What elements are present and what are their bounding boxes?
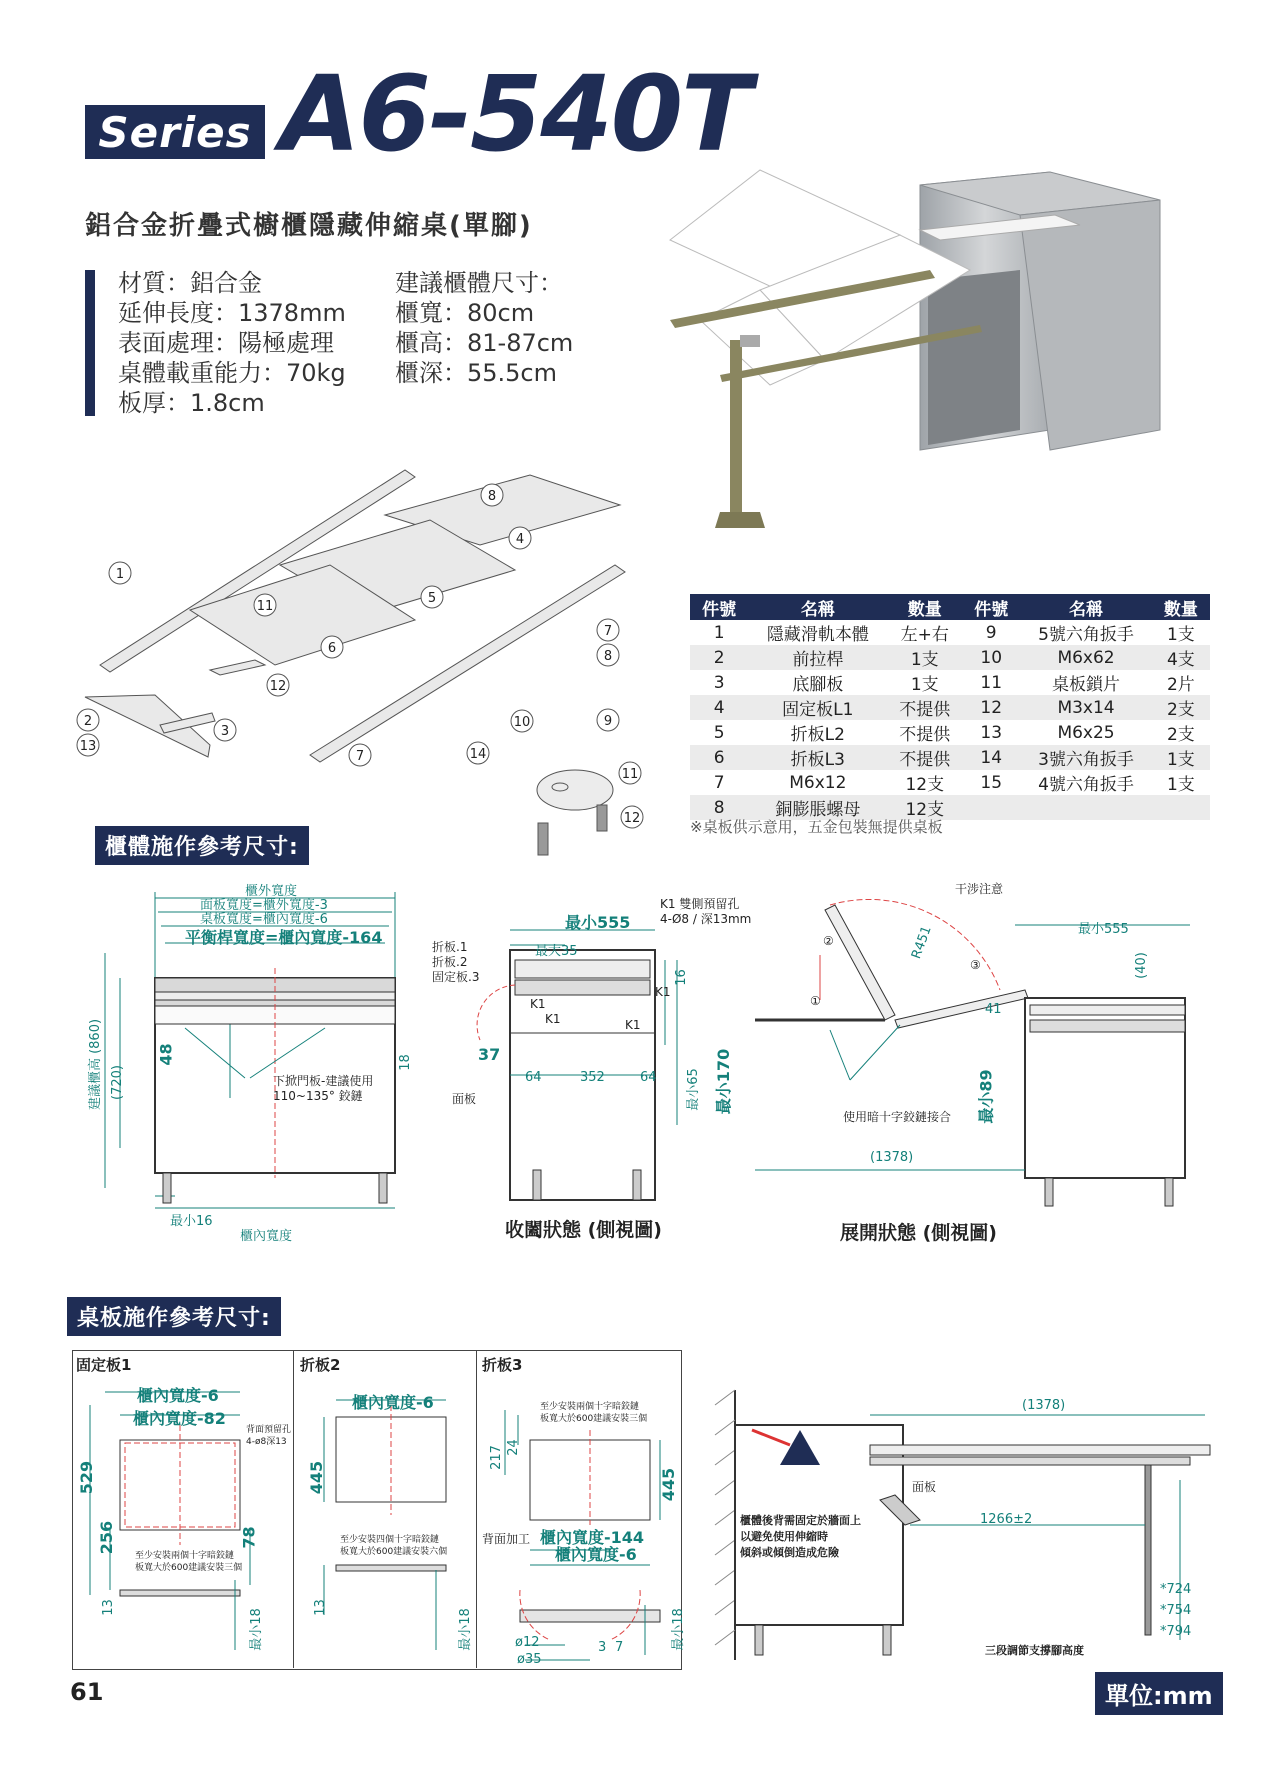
svg-text:4: 4 bbox=[515, 532, 525, 547]
dim-min555-open: 最小555 bbox=[1078, 922, 1129, 937]
dim-panel-width: 面板寬度=櫃外寬度-3 bbox=[200, 898, 328, 913]
dim-inner-height: (720) bbox=[109, 1065, 125, 1100]
spec-extension: 延伸長度：1378mm bbox=[118, 299, 346, 327]
dim-min555-closed: 最小555 bbox=[565, 913, 631, 932]
svg-text:7: 7 bbox=[355, 749, 365, 764]
spec-cabinet-title: 建議櫃體尺寸： bbox=[395, 269, 563, 297]
dim-min170: 最小170 bbox=[714, 1048, 734, 1115]
panel3-hinge-note-2: 板寬大於600建議安裝三個 bbox=[540, 1414, 648, 1424]
panel3-d3: 3 bbox=[598, 1640, 607, 1655]
spec-list-right bbox=[395, 268, 573, 388]
panel2-min18: 最小18 bbox=[457, 1608, 473, 1651]
dim-37: 37 bbox=[478, 1045, 501, 1064]
install-warning-2: 以避免使用伸縮時 bbox=[740, 1530, 828, 1543]
hinge-note-open: 使用暗十字鉸鏈接合 bbox=[843, 1110, 952, 1124]
k1-label-c: K1 bbox=[625, 1018, 641, 1032]
svg-text:10: 10 bbox=[513, 715, 531, 730]
open-side-drawing bbox=[750, 880, 1200, 1225]
dim-inner-width: 櫃內寬度 bbox=[240, 1229, 293, 1244]
table-row: 5 折板L2 不提供 13 M6x25 2支 bbox=[713, 722, 1195, 745]
panel2-hinge-note-1: 至少安裝四個十字暗鉸鏈 bbox=[340, 1535, 440, 1545]
callout-7b bbox=[349, 744, 371, 766]
unit-badge: 單位:mm bbox=[1095, 1672, 1223, 1715]
spec-material: 材質：鋁合金 bbox=[118, 269, 262, 297]
table-row: 3 底腳板 1支 11 桌板鎖片 2片 bbox=[713, 672, 1195, 695]
dim-352: 352 bbox=[580, 1070, 605, 1085]
spec-list-left bbox=[118, 268, 346, 418]
panel3-d35: ø35 bbox=[517, 1652, 542, 1667]
svg-text:11: 11 bbox=[621, 767, 639, 782]
dim-64-b: 64 bbox=[640, 1070, 657, 1085]
callout-13 bbox=[77, 734, 99, 756]
install-h724: *724 bbox=[1160, 1582, 1192, 1597]
table-row: 6 折板L3 不提供 14 3號六角扳手 1支 bbox=[690, 745, 1210, 770]
callout-14 bbox=[467, 742, 489, 764]
dim-40: (40) bbox=[1133, 952, 1149, 979]
panel3-h24: 24 bbox=[505, 1439, 521, 1456]
callout-4 bbox=[509, 527, 531, 549]
svg-text:1: 1 bbox=[115, 567, 125, 582]
install-panel-label: 面板 bbox=[912, 1480, 937, 1494]
dim-bar-width: 平衡桿寬度=櫃內寬度-164 bbox=[185, 928, 383, 947]
label-fold-1: 折板.1 bbox=[432, 940, 468, 954]
panel2-drawing bbox=[296, 1375, 476, 1665]
label-interference: 干涉注意 bbox=[955, 882, 1004, 896]
table-row: 7 M6x12 12支 15 4號六角扳手 1支 bbox=[713, 772, 1195, 795]
svg-text:8: 8 bbox=[487, 489, 497, 504]
product-subtitle: 鋁合金折疊式櫥櫃隱藏伸縮桌(單腳) bbox=[85, 211, 533, 241]
table-row: 1 隱藏滑軌本體 左+右 9 5號六角扳手 1支 bbox=[713, 622, 1195, 645]
callout-2 bbox=[77, 709, 99, 731]
parts-table-header: 件號 名稱 數量 件號 名稱 數量 bbox=[690, 594, 1210, 620]
section-cabinet-heading: 櫃體施作參考尺寸: bbox=[95, 826, 309, 865]
callout-10 bbox=[511, 710, 533, 732]
install-h794: *794 bbox=[1160, 1624, 1192, 1639]
callout-11b bbox=[619, 762, 641, 784]
panel3-w2: 櫃內寬度-6 bbox=[555, 1545, 637, 1564]
label-fold-2: 折板.2 bbox=[432, 955, 468, 969]
panel1-back-hole-1: 背面預留孔 bbox=[246, 1425, 292, 1435]
svg-text:13: 13 bbox=[79, 739, 97, 754]
num-2: ② bbox=[823, 934, 834, 948]
svg-text:7: 7 bbox=[603, 624, 613, 639]
dim-outer-width: 櫃外寬度 bbox=[245, 884, 298, 899]
install-dim-1266: 1266±2 bbox=[980, 1512, 1033, 1527]
panel-divider-1 bbox=[293, 1350, 294, 1668]
svg-text:5: 5 bbox=[427, 591, 437, 606]
svg-text:6: 6 bbox=[327, 641, 337, 656]
panel2-w1: 櫃內寬度-6 bbox=[352, 1393, 434, 1412]
svg-text:12: 12 bbox=[269, 679, 287, 694]
panel1-min18: 最小18 bbox=[248, 1608, 264, 1651]
callout-5 bbox=[421, 586, 443, 608]
series-label: Series bbox=[85, 105, 265, 159]
exploded-view bbox=[60, 455, 700, 875]
label-fixed-3: 固定板.3 bbox=[432, 970, 480, 984]
panel3-h217: 217 bbox=[488, 1445, 504, 1470]
k1-hole-note-2: 4-Ø8 / 深13mm bbox=[660, 912, 752, 926]
hinge-note-1: 下掀門板-建議使用 bbox=[273, 1074, 374, 1088]
svg-text:8: 8 bbox=[603, 649, 613, 664]
callout-9 bbox=[597, 709, 619, 731]
panel-divider-2 bbox=[476, 1350, 477, 1668]
panel1-h256: 256 bbox=[97, 1520, 117, 1555]
panel3-min18: 最小18 bbox=[670, 1608, 686, 1651]
panel1-w2: 櫃內寬度-82 bbox=[133, 1409, 226, 1428]
label-panel: 面板 bbox=[452, 1092, 477, 1106]
panel1-h13: 13 bbox=[100, 1599, 116, 1616]
panel3-d12: ø12 bbox=[515, 1635, 540, 1650]
spec-cabinet-depth: 櫃深：55.5cm bbox=[395, 359, 558, 387]
callout-12a bbox=[267, 674, 289, 696]
spec-accent-bar bbox=[85, 270, 95, 416]
dim-41: 41 bbox=[985, 1002, 1002, 1017]
k1-label-a: K1 bbox=[530, 997, 546, 1011]
table-row: 2 前拉桿 1支 10 M6x62 4支 bbox=[690, 645, 1210, 670]
page-number: 61 bbox=[70, 1678, 104, 1706]
install-h754: *754 bbox=[1160, 1603, 1192, 1618]
panel3-hinge-note-1: 至少安裝兩個十字暗鉸鏈 bbox=[540, 1402, 640, 1412]
callout-1 bbox=[109, 562, 131, 584]
dim-table-width: 桌板寬度=櫃內寬度-6 bbox=[200, 912, 328, 927]
table-row: 4 固定板L1 不提供 12 M3x14 2支 bbox=[690, 695, 1210, 720]
panel3-w1: 櫃內寬度-144 bbox=[540, 1528, 645, 1547]
panel3-back-work: 背面加工 bbox=[482, 1532, 531, 1546]
section-panel-heading: 桌板施作參考尺寸: bbox=[67, 1297, 281, 1336]
install-warning-1: 櫃體後背需固定於牆面上 bbox=[740, 1514, 861, 1527]
callout-8a bbox=[481, 484, 503, 506]
callout-8b bbox=[597, 644, 619, 666]
dim-suggest-height: 建議櫃高 (860) bbox=[88, 1018, 104, 1111]
k1-label-b: K1 bbox=[545, 1012, 561, 1026]
svg-text:9: 9 bbox=[603, 714, 613, 729]
num-1: ① bbox=[810, 994, 821, 1008]
dim-48: 48 bbox=[156, 1043, 176, 1066]
callout-12b bbox=[621, 806, 643, 828]
svg-text:2: 2 bbox=[83, 714, 93, 729]
parts-note: ※桌板供示意用，五金包裝無提供桌板 bbox=[690, 818, 943, 836]
k1-hole-note-1: K1 雙側預留孔 bbox=[660, 897, 740, 911]
panel1-h529: 529 bbox=[77, 1460, 97, 1495]
panel1-title: 固定板1 bbox=[76, 1356, 132, 1374]
svg-text:14: 14 bbox=[469, 747, 487, 762]
dim-18: 18 bbox=[397, 1054, 413, 1071]
k1-label-d: K1 bbox=[655, 985, 671, 999]
panel1-hinge-note-2: 板寬大於600建議安裝三個 bbox=[135, 1563, 243, 1573]
install-warning-3: 傾斜或傾倒造成危險 bbox=[740, 1546, 839, 1559]
dim-r451: R451 bbox=[909, 924, 935, 961]
hinge-note-2: 110~135° 鉸鏈 bbox=[273, 1089, 363, 1103]
panel1-back-hole-2: 4-ø8深13 bbox=[246, 1437, 287, 1447]
panel2-title: 折板2 bbox=[300, 1356, 341, 1374]
model-title: A6-540T bbox=[280, 53, 751, 175]
install-dim-1378: (1378) bbox=[1022, 1398, 1066, 1413]
callout-7a bbox=[597, 619, 619, 641]
dim-max35: 最大35 bbox=[535, 944, 578, 959]
panel3-title: 折板3 bbox=[482, 1356, 523, 1374]
svg-text:11: 11 bbox=[256, 599, 274, 614]
spec-finish: 表面處理：陽極處理 bbox=[118, 329, 334, 357]
spec-thickness: 板厚：1.8cm bbox=[118, 389, 265, 417]
callout-6 bbox=[321, 636, 343, 658]
panel2-h13: 13 bbox=[312, 1599, 328, 1616]
num-3: ③ bbox=[970, 958, 981, 972]
panel3-h445: 445 bbox=[659, 1467, 679, 1502]
svg-text:12: 12 bbox=[623, 811, 641, 826]
spec-cabinet-width: 櫃寬：80cm bbox=[395, 299, 535, 327]
panel2-hinge-note-2: 板寬大於600建議安裝六個 bbox=[340, 1547, 448, 1557]
dim-min89: 最小89 bbox=[976, 1069, 996, 1124]
dim-min16: 最小16 bbox=[170, 1214, 213, 1229]
panel1-w1: 櫃內寬度-6 bbox=[137, 1386, 219, 1405]
panel3-d7: 7 bbox=[615, 1640, 624, 1655]
callout-3 bbox=[214, 719, 236, 741]
panel1-h78: 78 bbox=[239, 1526, 259, 1549]
svg-text:3: 3 bbox=[220, 724, 230, 739]
caption-open: 展開狀態 (側視圖) bbox=[840, 1222, 997, 1244]
dim-16: 16 bbox=[673, 969, 689, 986]
dim-min65: 最小65 bbox=[685, 1068, 701, 1111]
table-row: 8 銅膨脹螺母 12支 bbox=[690, 795, 1210, 820]
callout-11a bbox=[254, 594, 276, 616]
caption-closed: 收闔狀態 (側視圖) bbox=[505, 1219, 662, 1241]
install-leg-note: 三段調節支撐腳高度 bbox=[985, 1644, 1084, 1657]
parts-table bbox=[690, 594, 1210, 820]
panel2-h445: 445 bbox=[307, 1460, 327, 1495]
spec-cabinet-height: 櫃高：81-87cm bbox=[395, 329, 574, 357]
panel1-hinge-note-1: 至少安裝兩個十字暗鉸鏈 bbox=[135, 1551, 235, 1561]
product-render bbox=[660, 160, 1220, 560]
dim-64-a: 64 bbox=[525, 1070, 542, 1085]
dim-1378-open: (1378) bbox=[870, 1150, 914, 1165]
spec-load: 桌體載重能力：70kg bbox=[118, 359, 346, 387]
